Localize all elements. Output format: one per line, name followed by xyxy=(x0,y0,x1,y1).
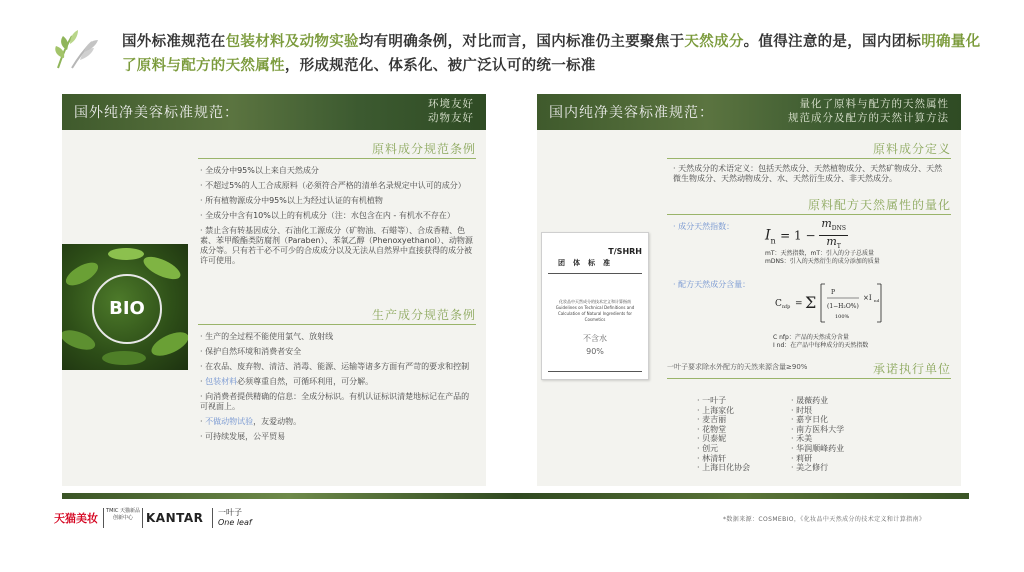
list-item-text: 可持续发展，公平贸易 xyxy=(205,432,286,441)
svg-text:(1−H₂O%): (1−H₂O%) xyxy=(827,303,859,310)
unit-name: 上海家化 xyxy=(702,405,735,415)
list-item-highlight: 包装材料 xyxy=(205,377,238,386)
list-item: · 向消费者提供精确的信息：全成分标识。有机认证标识清楚地标记在产品的可视面上。 xyxy=(200,392,470,411)
definition-section-title: 原料成分定义 xyxy=(872,142,951,156)
list-item: · 不超过5%的人工合成原料（必须符合严格的清单名录规定中认可的成分） xyxy=(200,181,466,190)
standard-document-cover xyxy=(541,232,649,380)
svg-text:C: C xyxy=(775,299,782,309)
list-item: · 不做动物试验，友爱动物。 xyxy=(200,417,302,426)
kantar-logo: KANTAR xyxy=(146,511,204,525)
units-list-left xyxy=(697,396,750,473)
list-item-text: 生产的全过程不能使用氯气、放射线 xyxy=(205,332,334,341)
unit-name: 创元 xyxy=(702,443,719,453)
headline-part: 均有明确条例，对比而言，国内标准仍主要聚焦于 xyxy=(358,34,685,50)
list-item: · 莉研 xyxy=(791,453,813,463)
list-item: · 全成分中含有10%以上的有机成分（注：水包含在内 - 有机水不存在） xyxy=(200,211,455,220)
list-item: · 在农品、废弃物、清洁、消毒、能源、运输等诸多方面有严苛的要求和控制 xyxy=(200,362,470,371)
list-item: · 生产的全过程不能使用氯气、放射线 xyxy=(200,332,334,341)
list-item: · 包装材料必须尊重自然，可循环利用，可分解。 xyxy=(200,377,374,386)
headline-part: ，形成规范化、体系化、被广泛认可的统一标准 xyxy=(284,58,596,74)
unit-name: 林清轩 xyxy=(702,453,727,463)
unit-name: 时垠 xyxy=(796,405,813,415)
index-note xyxy=(765,250,880,266)
doc-heading: 团体标准 xyxy=(558,259,618,267)
list-item: · 上海家化 xyxy=(697,405,735,415)
production-section-title: 生产成分规范条例 xyxy=(371,308,476,322)
page-headline xyxy=(122,30,982,78)
list-item: · 一叶子 xyxy=(697,396,727,405)
unit-name: 华润顺峰药业 xyxy=(796,443,845,453)
svg-text:nd: nd xyxy=(874,298,880,303)
formula-den: m xyxy=(826,235,837,249)
bio-cosmetic-image xyxy=(62,244,188,370)
banner-sub-line: 量化了原料与配方的天然属性 xyxy=(799,98,949,110)
section-divider xyxy=(198,158,476,159)
content-label-text: 配方天然成分含量： xyxy=(678,280,751,289)
list-item-text: 不超过5%的人工合成原料（必须符合严格的清单名录规定中认可的成分） xyxy=(205,181,466,190)
right-banner-title: 国内纯净美容标准规范： xyxy=(549,105,714,121)
list-item: · 林清轩 xyxy=(697,453,727,463)
right-banner-subtitle xyxy=(788,97,949,125)
units-list-right xyxy=(791,396,844,473)
list-item-text: 全成分中95%以上来自天然成分 xyxy=(205,166,319,175)
list-item-text: ，友爱动物。 xyxy=(253,417,302,426)
content-note xyxy=(773,334,868,350)
svg-text:100%: 100% xyxy=(835,314,850,320)
headline-part: 国外标准规范在 xyxy=(122,34,226,50)
formula-num: m xyxy=(821,217,832,230)
right-banner xyxy=(537,94,961,130)
doc-water-label: 不含水 xyxy=(583,334,607,343)
doc-name xyxy=(548,299,642,323)
logo-divider xyxy=(103,508,104,528)
unit-name: 花物堂 xyxy=(702,424,727,434)
list-item-text: 必须尊重自然，可循环利用，可分解。 xyxy=(237,377,374,386)
list-item: · 保护自然环境和消费者安全 xyxy=(200,347,302,356)
doc-percent-value: 90% xyxy=(586,347,604,356)
content-formula-icon xyxy=(773,278,893,326)
banner-sub-line: 动物友好 xyxy=(428,112,474,124)
unit-name: 上海日化协会 xyxy=(702,463,751,473)
quantify-section-title: 原料配方天然属性的量化 xyxy=(807,198,951,212)
left-banner xyxy=(62,94,486,130)
unit-name: 一叶子 xyxy=(702,396,727,405)
banner-sub-line: 规范成分及配方的天然计算方法 xyxy=(788,112,949,124)
formula-num-sub: DNS xyxy=(831,225,846,233)
promise-text: 一叶子要求除水外配方的天然来源含量≥90% xyxy=(667,363,808,371)
section-divider xyxy=(198,324,476,325)
svg-text:×I: ×I xyxy=(863,294,872,302)
promise-section-title: 承诺执行单位 xyxy=(872,362,951,376)
doc-rule xyxy=(548,273,642,274)
list-item-highlight: 不做动物试验 xyxy=(205,417,254,426)
bio-label: BIO xyxy=(109,298,145,319)
bottom-decorative-band xyxy=(62,493,969,499)
list-item-text: 保护自然环境和消费者安全 xyxy=(205,347,302,356)
list-item-text: 全成分中含有10%以上的有机成分（注：水包含在内 - 有机水不存在） xyxy=(205,211,455,220)
left-banner-title: 国外纯净美容标准规范： xyxy=(74,105,239,121)
list-item: · 可持续发展，公平贸易 xyxy=(200,432,286,441)
definition-text: · 天然成分的术语定义：包括天然成分、天然植物成分、天然矿物成分、天然微生物成分、天然动物成分、水、天然衍生成分、非天然成分。 xyxy=(673,164,943,183)
headline-part: 。值得注意的是，国内团标 xyxy=(743,34,922,50)
tmic-logo: TMIC 天猫新品创新中心 xyxy=(106,508,140,521)
raw-material-list xyxy=(200,166,476,271)
one-leaf-logo xyxy=(218,508,252,528)
list-item-text: 所有植物源成分中95%以上为经过认证的有机植物 xyxy=(205,196,383,205)
tmall-beauty-logo: 天猫美妆 xyxy=(54,512,98,525)
svg-text:nfp: nfp xyxy=(782,304,791,310)
domestic-standards-panel xyxy=(537,94,961,486)
unit-name: 贝泰妮 xyxy=(702,434,727,444)
list-item: · 全成分中95%以上来自天然成分 xyxy=(200,166,319,175)
formula-var: I xyxy=(765,227,771,244)
svg-text:P: P xyxy=(831,289,836,296)
list-item: · 禁止含有转基因成分、石油化工源成分（矿物油、石蜡等）、合成香精、色素、苯甲酸酯类防腐剂（Paraben）、苯氧乙醇（Phenoxyethanol）、动物源成分等。只有若干必不可少的合成成分以及无法从自然界中直接获得的成分被许可使用。 xyxy=(200,226,473,265)
list-item: · 创元 xyxy=(697,443,719,453)
left-banner-subtitle xyxy=(428,97,474,125)
svg-text:=: = xyxy=(795,299,803,309)
logo-divider xyxy=(142,508,143,528)
list-item: · 嘉亨日化 xyxy=(791,415,829,425)
unit-name: 禾美 xyxy=(796,434,813,444)
banner-sub-line: 环境友好 xyxy=(428,98,474,110)
headline-highlight: 天然成分 xyxy=(684,34,744,50)
unit-name: 莉研 xyxy=(796,453,813,463)
production-list xyxy=(200,332,476,447)
note-line: C nfp：产品的天然成分含量 xyxy=(773,334,849,341)
raw-material-section-title: 原料成分规范条例 xyxy=(371,142,476,156)
unit-name: 美之修行 xyxy=(796,463,829,473)
list-item: · 美之修行 xyxy=(791,463,829,473)
list-item: · 南方医科大学 xyxy=(791,424,845,434)
unit-name: 晟薇药业 xyxy=(796,396,829,405)
headline-highlight: 明确量化了原料与配方的天然属性 xyxy=(122,34,981,74)
note-line: mDNS：引入的天然衍生的成分添加的质量 xyxy=(765,258,880,265)
content-label: · 配方天然成分含量： xyxy=(673,280,751,289)
definition-body: 天然成分的术语定义：包括天然成分、天然植物成分、天然矿物成分、天然微生物成分、天然动物成分、水、天然衍生成分、非天然成分。 xyxy=(673,164,943,183)
list-item: · 贝泰妮 xyxy=(697,434,727,444)
index-label-text: 成分天然指数： xyxy=(678,222,735,231)
list-item: · 华润顺峰药业 xyxy=(791,443,845,453)
unit-name: 南方医科大学 xyxy=(796,424,845,434)
list-item: · 晟薇药业 xyxy=(791,396,829,405)
list-item-text: 在农品、废弃物、清洁、消毒、能源、运输等诸多方面有严苛的要求和控制 xyxy=(205,362,470,371)
section-divider xyxy=(667,158,951,159)
headline-highlight: 包装材料及动物实验 xyxy=(225,34,359,50)
section-divider xyxy=(667,214,951,215)
unit-name: 嘉亨日化 xyxy=(796,415,829,425)
unit-name: 麦吉丽 xyxy=(702,415,727,425)
list-item: · 上海日化协会 xyxy=(697,463,751,473)
index-label: · 成分天然指数： xyxy=(673,222,735,231)
bio-badge xyxy=(92,274,162,344)
natural-index-formula: $I_n = 1$ − $m_{DNS}$ $m_T$ xyxy=(765,217,846,251)
foreign-standards-panel xyxy=(62,94,486,486)
doc-code: T/SHRH xyxy=(608,247,642,256)
one-leaf-en: One leaf xyxy=(218,518,252,527)
list-item: · 所有植物源成分中95%以上为经过认证的有机植物 xyxy=(200,196,383,205)
list-item-text: 向消费者提供精确的信息：全成分标识。有机认证标识清楚地标记在产品的可视面上。 xyxy=(200,392,470,411)
logo-divider xyxy=(212,508,213,528)
section-divider xyxy=(667,378,951,379)
one-leaf-cn: 一叶子 xyxy=(218,508,242,517)
doc-name-en: Guidelines on Technical Definitions and Calculation of Natural Ingredients for Cosmetics xyxy=(555,305,635,322)
doc-name-cn: 化妆品中天然成分的技术定义和计算指南 xyxy=(559,299,631,304)
note-line: I nd：在产品中每种成分的天然指数 xyxy=(773,342,869,349)
leaf-logo-icon xyxy=(52,28,108,72)
data-source-note: *数据来源：COSMEBIO，《化妆品中天然成分的技术定义和计算指南》 xyxy=(723,516,926,523)
formula-den-sub: T xyxy=(836,243,841,251)
list-item: · 禾美 xyxy=(791,434,813,444)
svg-text:Σ: Σ xyxy=(805,293,817,312)
doc-rule xyxy=(548,371,642,372)
note-line: mT：天然指数，mT：引入的分子总质量 xyxy=(765,250,875,257)
list-item-text: 禁止含有转基因成分、石油化工源成分（矿物油、石蜡等）、合成香精、色素、苯甲酸酯类防腐剂（Paraben）、苯氧乙醇（Phenoxyethanol）、动物源成分等。只有若干必不可少的合成成分以及无法从自然界中直接获得的成分被许可使用。 xyxy=(200,226,473,265)
list-item: · 时垠 xyxy=(791,405,813,415)
formula-sub: n xyxy=(770,236,776,246)
list-item: · 麦吉丽 xyxy=(697,415,727,425)
list-item: · 花物堂 xyxy=(697,424,727,434)
